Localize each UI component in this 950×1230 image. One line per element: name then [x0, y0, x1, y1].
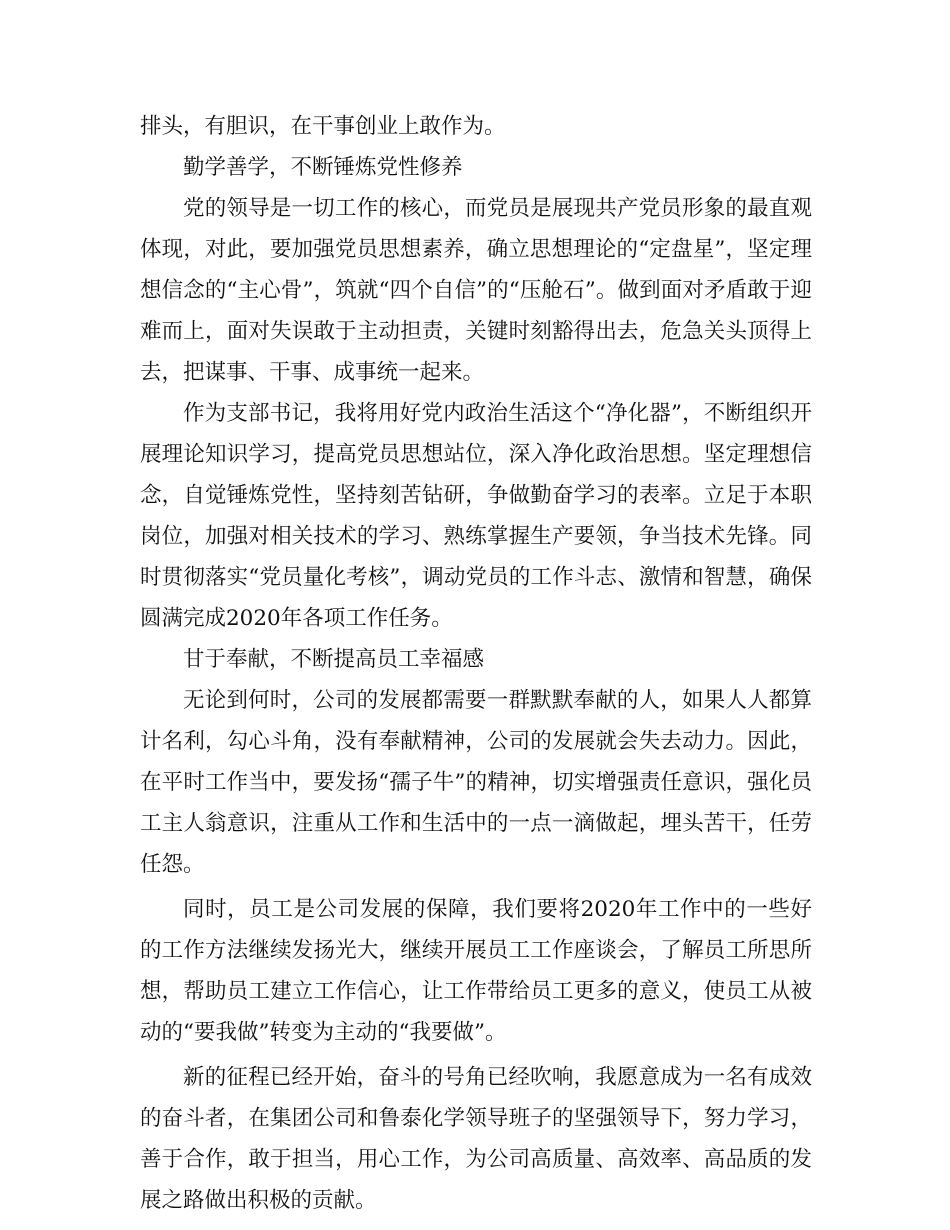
paragraph-employees: 同时，员工是公司发展的保障，我们要将2020年工作中的一些好的工作方法继续发扬光大，继续开展员工工作座谈会，了解员工所思所想，帮助员工建立工作信心，让工作带给员工更多的意义，使员工从被动的“要我做”转变为主动的“我要做”。: [140, 897, 812, 1045]
paragraph-continuation: 排头，有胆识，在干事创业上敢作为。: [140, 114, 506, 139]
paragraph-party-leadership: 党的领导是一切工作的核心，而党员是展现共产党员形象的最直观体现，对此，要加强党员思想素养，确立思想理论的“定盘星”，坚定理想信念的“主心骨”，筑就“四个自信”的“压舱石”。做到面对矛盾敢于迎难而上，面对失误敢于主动担责，关键时刻豁得出去，危急关头顶得上去，把谋事、干事、成事统一起来。: [140, 196, 812, 385]
paragraph-dedication: 无论到何时，公司的发展都需要一群默默奉献的人，如果人人都算计名利，勾心斗角，没有奉献精神，公司的发展就会失去动力。因此，在平时工作当中，要发扬“孺子牛”的精神，切实增强责任意识，强化员工主人翁意识，注重从工作和生活中的一点一滴做起，埋头苦干，任劳任怨。: [140, 688, 812, 877]
section-heading-dedication: 甘于奉献，不断提高员工幸福感: [183, 647, 485, 672]
paragraph-branch-secretary: 作为支部书记，我将用好党内政治生活这个“净化器”，不断组织开展理论知识学习，提高党员思想站位，深入净化政治思想。坚定理想信念，自觉锤炼党性，坚持刻苦钻研，争做勤奋学习的表率。立足于本职岗位，加强对相关技术的学习、熟练掌握生产要领，争当技术先锋。同时贯彻落实“党员量化考核”，调动党员的工作斗志、激情和智慧，确保圆满完成2020年各项工作任务。: [140, 401, 812, 631]
paragraph-conclusion: 新的征程已经开始，奋斗的号角已经吹响，我愿意成为一名有成效的奋斗者，在集团公司和鲁泰化学领导班子的坚强领导下，努力学习，善于合作，敢于担当，用心工作，为公司高质量、高效率、高品质的发展之路做出积极的贡献。: [140, 1065, 812, 1213]
section-heading-study: 勤学善学，不断锤炼党性修养: [183, 155, 463, 180]
document-body: [140, 106, 812, 1221]
